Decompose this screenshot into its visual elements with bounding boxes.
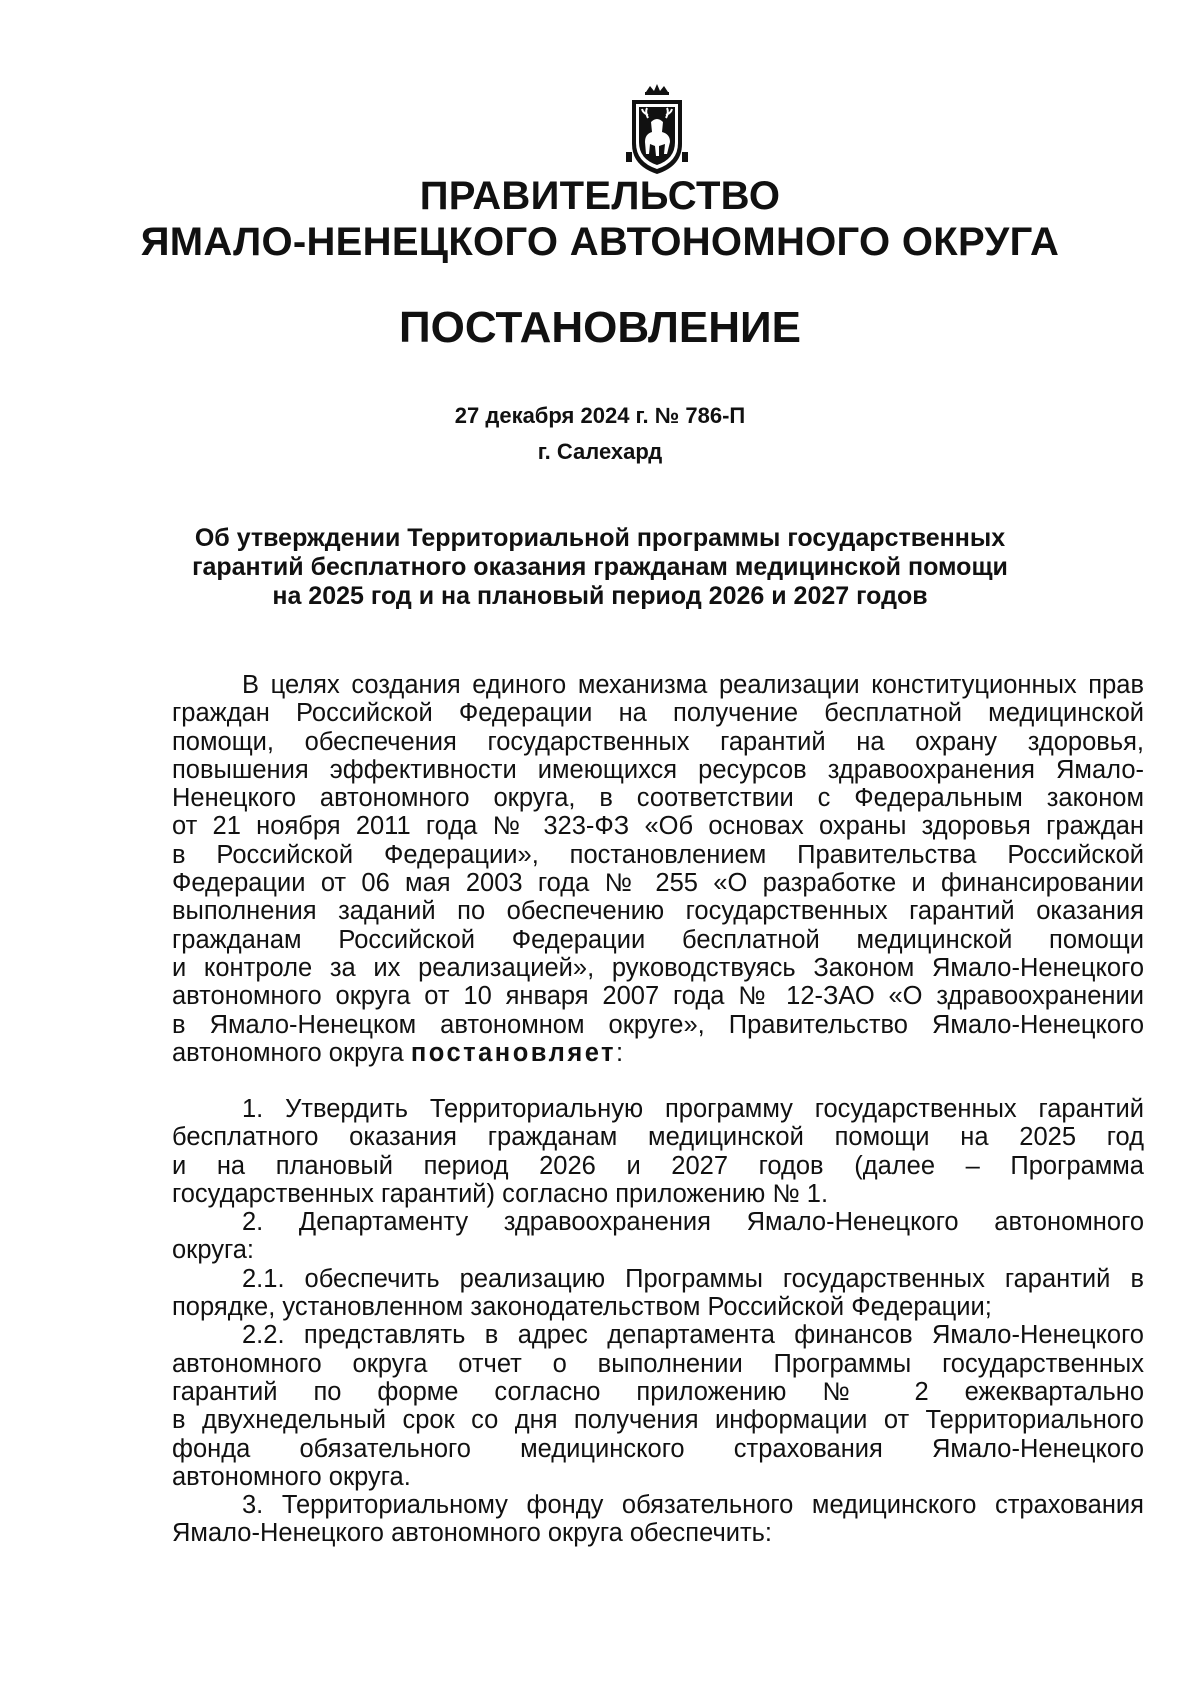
- text-line: выполнения заданий по обеспечению государственных гарантий оказания: [172, 897, 1144, 926]
- item-3-line: 3. Территориальному фонду обязательного медицинского страхования: [242, 1491, 1144, 1520]
- text-line: в Ямало-Ненецком автономном округе», Правительство Ямало-Ненецкого: [172, 1010, 1144, 1039]
- text-line: Федерации от 06 мая 2003 года № 255 «О разработке и финансировании: [172, 869, 1144, 898]
- item-2-line: 2. Департаменту здравоохранения Ямало-Ненецкого автономного: [242, 1208, 1144, 1237]
- text-line: гражданам Российской Федерации бесплатной медицинской помощи: [172, 925, 1144, 954]
- text-line: В целях создания единого механизма реализации конституционных прав: [242, 671, 1144, 699]
- item-2-2-line: гарантий по форме согласно приложению № 2 ежеквартально: [172, 1377, 1144, 1406]
- preamble-paragraph: [172, 671, 1144, 1067]
- item-2-1-line: порядке, установленном законодательством Российской Федерации;: [172, 1293, 992, 1322]
- text-line: Ненецкого автономного округа, в соответствии с Федеральным законом: [172, 784, 1144, 813]
- subject-line: гарантий бесплатного оказания гражданам медицинской помощи: [192, 553, 1008, 581]
- subject-line: на 2025 год и на плановый период 2026 и 2027 годов: [272, 582, 928, 610]
- document-subject: [0, 524, 1200, 611]
- item-2-1-line: 2.1. обеспечить реализацию Программы государственных гарантий в: [242, 1264, 1144, 1293]
- resolves-word: постановляет: [410, 1038, 617, 1067]
- text-line: повышения эффективности имеющихся ресурсов здравоохранения Ямало-: [172, 755, 1144, 784]
- text-line-final: [172, 1039, 1144, 1067]
- item-2-2-line: в двухнедельный срок со дня получения информации от Территориального: [172, 1406, 1144, 1435]
- text-line: и контроле за их реализацией», руководствуясь Законом Ямало-Ненецкого: [172, 953, 1144, 982]
- coat-of-arms-icon: [626, 82, 688, 178]
- item-3-line: Ямало-Ненецкого автономного округа обеспечить:: [172, 1519, 773, 1548]
- text-line: в Российской Федерации», постановлением Правительства Российской: [172, 840, 1144, 869]
- date-and-number: 27 декабря 2024 г. № 786-П: [454, 403, 746, 428]
- item-1-line: 1. Утвердить Территориальную программу государственных гарантий: [242, 1095, 1144, 1123]
- item-1-line: государственных гарантий) согласно приложению № 1.: [172, 1179, 829, 1208]
- resolution-items: [172, 1095, 1144, 1548]
- text-fragment: автономного округа: [172, 1038, 411, 1067]
- text-fragment: :: [616, 1038, 624, 1067]
- item-2-2-line: 2.2. представлять в адрес департамента финансов Ямало-Ненецкого: [242, 1321, 1144, 1350]
- item-1-line: бесплатного оказания гражданам медицинской помощи на 2025 год: [172, 1123, 1144, 1152]
- item-2-2-line: автономного округа отчет о выполнении Программы государственных: [172, 1349, 1144, 1378]
- document-type-title: ПОСТАНОВЛЕНИЕ: [398, 303, 802, 352]
- text-line: автономного округа от 10 января 2007 года № 12-ЗАО «О здравоохранении: [172, 982, 1144, 1011]
- text-line: граждан Российской Федерации на получение бесплатной медицинской: [172, 699, 1144, 728]
- government-title-line2: ЯМАЛО-НЕНЕЦКОГО АВТОНОМНОГО ОКРУГА: [140, 220, 1060, 264]
- government-title-line1: ПРАВИТЕЛЬСТВО: [419, 174, 781, 218]
- subject-line: Об утверждении Территориальной программы государственных: [194, 524, 1006, 552]
- text-line: от 21 ноября 2011 года № 323-ФЗ «Об основах охраны здоровья граждан: [172, 812, 1144, 841]
- item-2-2-line: автономного округа.: [172, 1462, 411, 1491]
- text-line: помощи, обеспечения государственных гарантий на охрану здоровья,: [172, 727, 1144, 756]
- item-1-line: и на плановый период 2026 и 2027 годов (далее – Программа: [172, 1151, 1144, 1180]
- city-name: г. Салехард: [537, 439, 663, 464]
- item-2-line: округа:: [172, 1236, 254, 1265]
- item-2-2-line: фонда обязательного медицинского страхования Ямало-Ненецкого: [172, 1434, 1144, 1463]
